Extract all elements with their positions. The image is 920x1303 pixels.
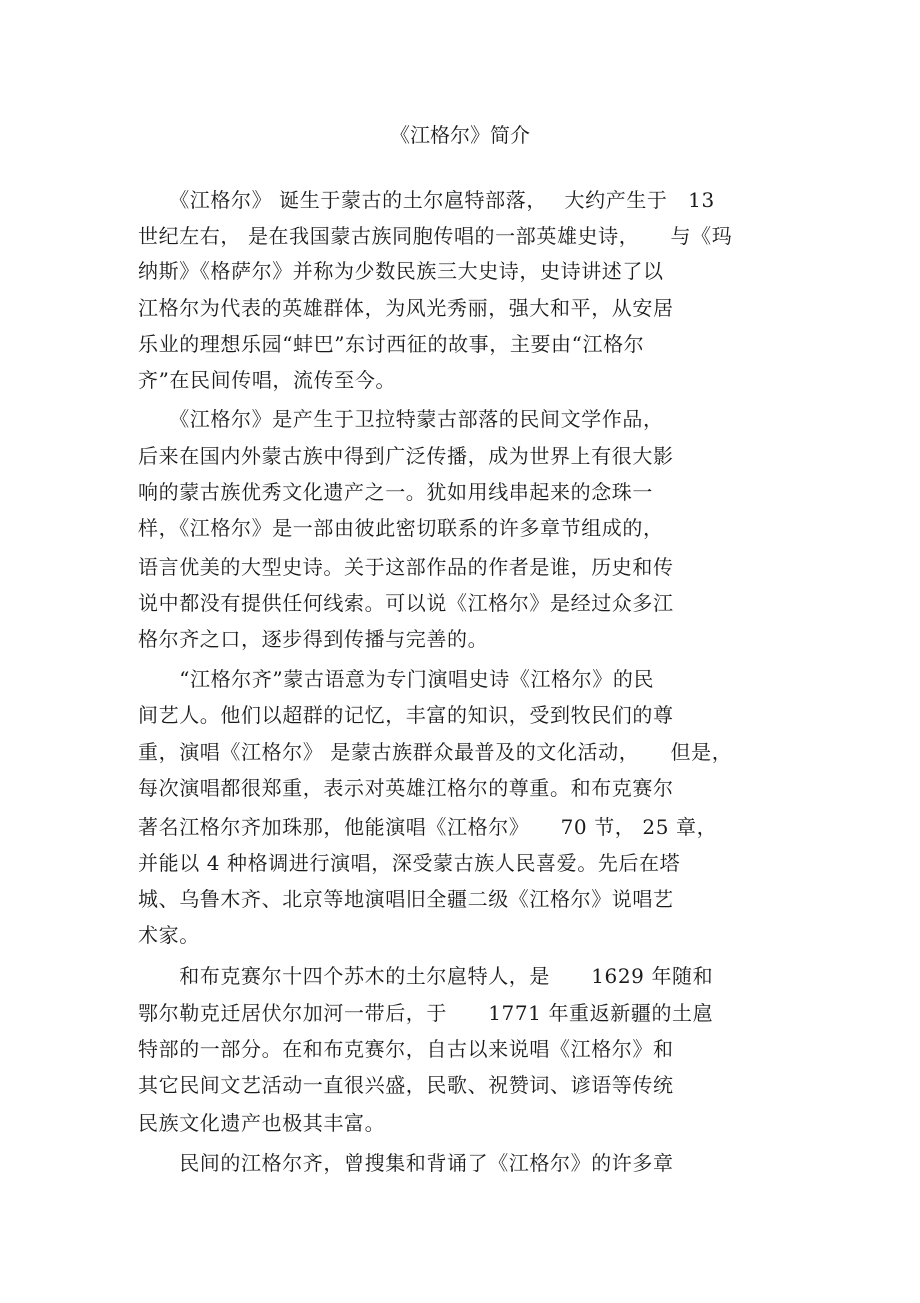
paragraph-2-line-3: 响的蒙古族优秀文化遗产之一。犹如用线串起来的念珠一 [138, 480, 653, 504]
paragraph-1-line-2: 世纪左右， 是在我国蒙古族同胞传唱的一部英雄史诗， 与《玛 [138, 224, 733, 248]
paragraph-5-line-1: 民间的江格尔齐，曾搜集和背诵了《江格尔》的许多章 [138, 1151, 674, 1175]
paragraph-1-line-1: 《江格尔》 诞生于蒙古的土尔扈特部落， 大约产生于 13 [138, 188, 715, 212]
paragraph-3-line-1: “江格尔齐”蒙古语意为专门演唱史诗《江格尔》的民 [138, 667, 655, 691]
paragraph-4-line-1: 和布克赛尔十四个苏木的土尔扈特人，是 1629 年随和 [138, 964, 714, 988]
paragraph-4-line-5: 民族文化遗产也极其丰富。 [138, 1111, 386, 1135]
paragraph-1-line-3: 纳斯》《格萨尔》并称为少数民族三大史诗，史诗讲述了以 [138, 259, 664, 283]
paragraph-3-line-5: 著名江格尔齐加珠那，他能演唱《江格尔》 70 节， 25 章， [138, 815, 718, 839]
paragraph-3-line-2: 间艺人。他们以超群的记忆，丰富的知识，受到牧民们的尊 [138, 703, 674, 727]
paragraph-3-line-8: 术家。 [138, 923, 200, 947]
paragraph-3-line-3: 重，演唱《江格尔》 是蒙古族群众最普及的文化活动， 但是， [138, 740, 733, 764]
paragraph-2-line-1: 《江格尔》是产生于卫拉特蒙古部落的民间文学作品， [138, 407, 664, 431]
paragraph-3-line-6: 并能以 4 种格调进行演唱，深受蒙古族人民喜爱。先后在塔 [138, 851, 681, 875]
paragraph-1-line-6: 齐”在民间传唱，流传至今。 [138, 368, 397, 392]
paragraph-2-line-7: 格尔齐之口，逐步得到传播与完善的。 [138, 627, 489, 651]
paragraph-2-line-5: 语言优美的大型史诗。关于这部作品的作者是谁，历史和传 [138, 555, 674, 579]
paragraph-1-line-4: 江格尔为代表的英雄群体，为风光秀丽，强大和平，从安居 [138, 296, 674, 320]
document-title: 《江格尔》简介 [390, 123, 530, 147]
paragraph-3-line-7: 城、乌鲁木齐、北京等地演唱旧全疆二级《江格尔》说唱艺 [138, 887, 674, 911]
paragraph-4-line-4: 其它民间文艺活动一直很兴盛，民歌、祝赞词、谚语等传统 [138, 1073, 674, 1097]
paragraph-2-line-6: 说中都没有提供任何线索。可以说《江格尔》是经过众多江 [138, 591, 674, 615]
paragraph-3-line-4: 每次演唱都很郑重，表示对英雄江格尔的尊重。和布克赛尔 [138, 776, 674, 800]
paragraph-4-line-3: 特部的一部分。在和布克赛尔，自古以来说唱《江格尔》和 [138, 1037, 674, 1061]
paragraph-2-line-4: 样，《江格尔》是一部由彼此密切联系的许多章节组成的， [138, 516, 664, 540]
paragraph-4-line-2: 鄂尔勒克迁居伏尔加河一带后，于 1771 年重返新疆的土扈 [138, 1001, 714, 1025]
paragraph-2-line-2: 后来在国内外蒙古族中得到广泛传播，成为世界上有很大影 [138, 444, 674, 468]
paragraph-1-line-5: 乐业的理想乐园“蚌巴”东讨西征的故事，主要由“江格尔 [138, 332, 645, 356]
